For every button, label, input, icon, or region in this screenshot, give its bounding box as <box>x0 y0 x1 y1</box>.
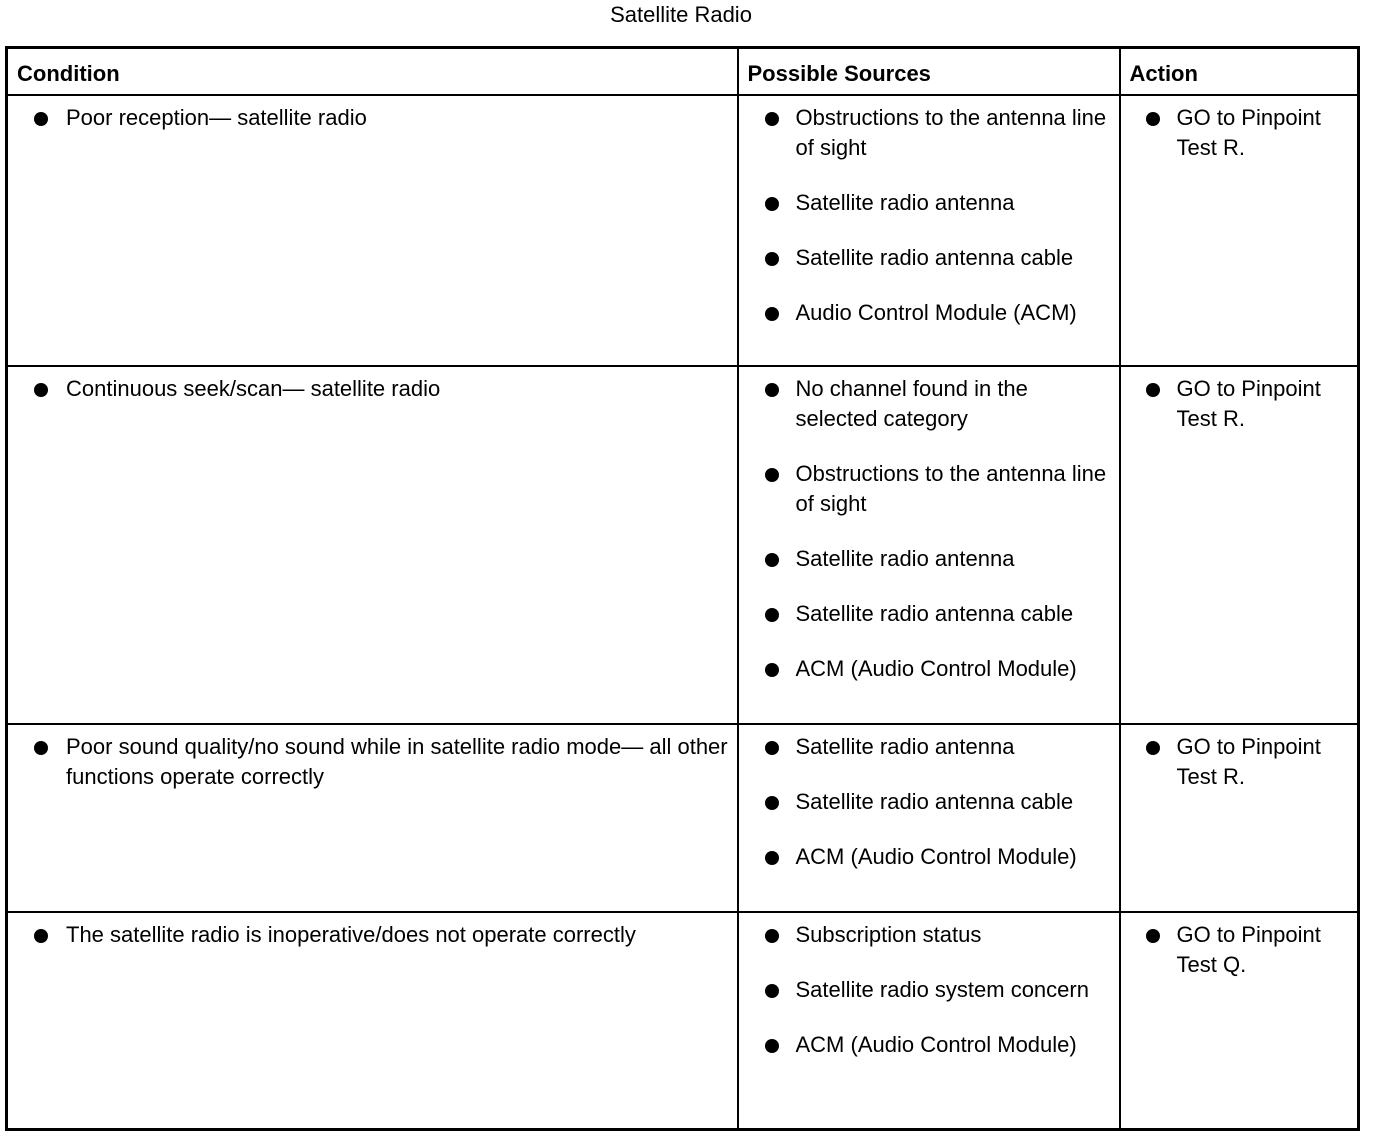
source-text: No channel found in the selected category <box>795 375 1028 431</box>
action-cell <box>1120 95 1359 366</box>
list-item <box>739 544 1111 574</box>
bullet-icon <box>1146 112 1160 126</box>
bullet-icon <box>1146 383 1160 397</box>
bullet-icon <box>765 1039 779 1053</box>
bullet-icon <box>765 112 779 126</box>
bullet-icon <box>765 468 779 482</box>
action-text: GO to Pinpoint Test R. <box>1176 733 1321 789</box>
source-text: Satellite radio antenna cable <box>795 600 1074 626</box>
possible-sources-header: Possible Sources <box>738 48 1120 95</box>
bullet-icon <box>765 796 779 810</box>
bullet-icon <box>1146 929 1160 943</box>
source-text: Satellite radio antenna cable <box>795 244 1074 270</box>
list-item <box>739 920 1111 950</box>
list-item <box>8 103 729 133</box>
list-item <box>739 188 1111 218</box>
page-title: Satellite Radio <box>610 2 752 27</box>
sources-cell <box>738 366 1120 724</box>
list-item <box>739 654 1111 684</box>
action-cell <box>1120 912 1359 1130</box>
source-text: Obstructions to the antenna line of sight <box>795 460 1107 516</box>
action-cell <box>1120 724 1359 912</box>
condition-header: Condition <box>7 48 738 95</box>
sources-cell <box>738 912 1120 1130</box>
list-item <box>739 842 1111 872</box>
action-text: GO to Pinpoint Test Q. <box>1176 921 1321 977</box>
list-item <box>739 243 1111 273</box>
action-cell <box>1120 366 1359 724</box>
source-text: ACM (Audio Control Module) <box>795 1031 1077 1057</box>
source-text: Obstructions to the antenna line of sight <box>795 104 1107 160</box>
table-row <box>7 95 1359 366</box>
bullet-icon <box>765 851 779 865</box>
source-text: Satellite radio antenna <box>795 733 1015 759</box>
bullet-icon <box>34 741 48 755</box>
action-header: Action <box>1120 48 1359 95</box>
source-text: Satellite radio antenna cable <box>795 788 1074 814</box>
condition-text: The satellite radio is inoperative/does not operate correctly <box>66 921 636 947</box>
list-item <box>739 298 1111 328</box>
condition-text: Poor reception— satellite radio <box>66 104 367 130</box>
source-text: ACM (Audio Control Module) <box>795 655 1077 681</box>
action-text: GO to Pinpoint Test R. <box>1176 104 1321 160</box>
list-item <box>739 787 1111 817</box>
condition-cell <box>7 724 738 912</box>
bullet-icon <box>765 383 779 397</box>
sources-cell <box>738 724 1120 912</box>
list-item <box>8 374 729 404</box>
sources-cell <box>738 95 1120 366</box>
bullet-icon <box>1146 741 1160 755</box>
bullet-icon <box>34 383 48 397</box>
list-item <box>1121 920 1350 980</box>
bullet-icon <box>765 307 779 321</box>
source-text: Subscription status <box>795 921 982 947</box>
bullet-icon <box>765 553 779 567</box>
list-item <box>1121 732 1350 792</box>
table-row <box>7 724 1359 912</box>
source-text: Satellite radio antenna <box>795 189 1015 215</box>
list-item <box>739 1030 1111 1060</box>
source-text: Satellite radio system concern <box>795 976 1089 1002</box>
condition-cell <box>7 912 738 1130</box>
bullet-icon <box>765 608 779 622</box>
list-item <box>8 920 729 950</box>
table-row <box>7 912 1359 1130</box>
bullet-icon <box>34 112 48 126</box>
bullet-icon <box>765 663 779 677</box>
bullet-icon <box>765 197 779 211</box>
table-row <box>7 366 1359 724</box>
bullet-icon <box>765 252 779 266</box>
list-item <box>739 459 1111 519</box>
action-text: GO to Pinpoint Test R. <box>1176 375 1321 431</box>
list-item <box>739 975 1111 1005</box>
list-item <box>8 732 729 792</box>
list-item <box>1121 374 1350 434</box>
list-item <box>739 732 1111 762</box>
bullet-icon <box>765 741 779 755</box>
condition-cell <box>7 366 738 724</box>
bullet-icon <box>765 984 779 998</box>
list-item <box>739 374 1111 434</box>
source-text: ACM (Audio Control Module) <box>795 843 1077 869</box>
bullet-icon <box>765 929 779 943</box>
list-item <box>1121 103 1350 163</box>
condition-text: Continuous seek/scan— satellite radio <box>66 375 441 401</box>
list-item <box>739 599 1111 629</box>
bullet-icon <box>34 929 48 943</box>
source-text: Satellite radio antenna <box>795 545 1015 571</box>
list-item <box>739 103 1111 163</box>
condition-text: Poor sound quality/no sound while in satellite radio mode— all other functions operate correctly <box>66 733 728 789</box>
header-row <box>7 48 1359 95</box>
diagnostic-table <box>5 46 1360 1131</box>
condition-cell <box>7 95 738 366</box>
source-text: Audio Control Module (ACM) <box>795 299 1077 325</box>
